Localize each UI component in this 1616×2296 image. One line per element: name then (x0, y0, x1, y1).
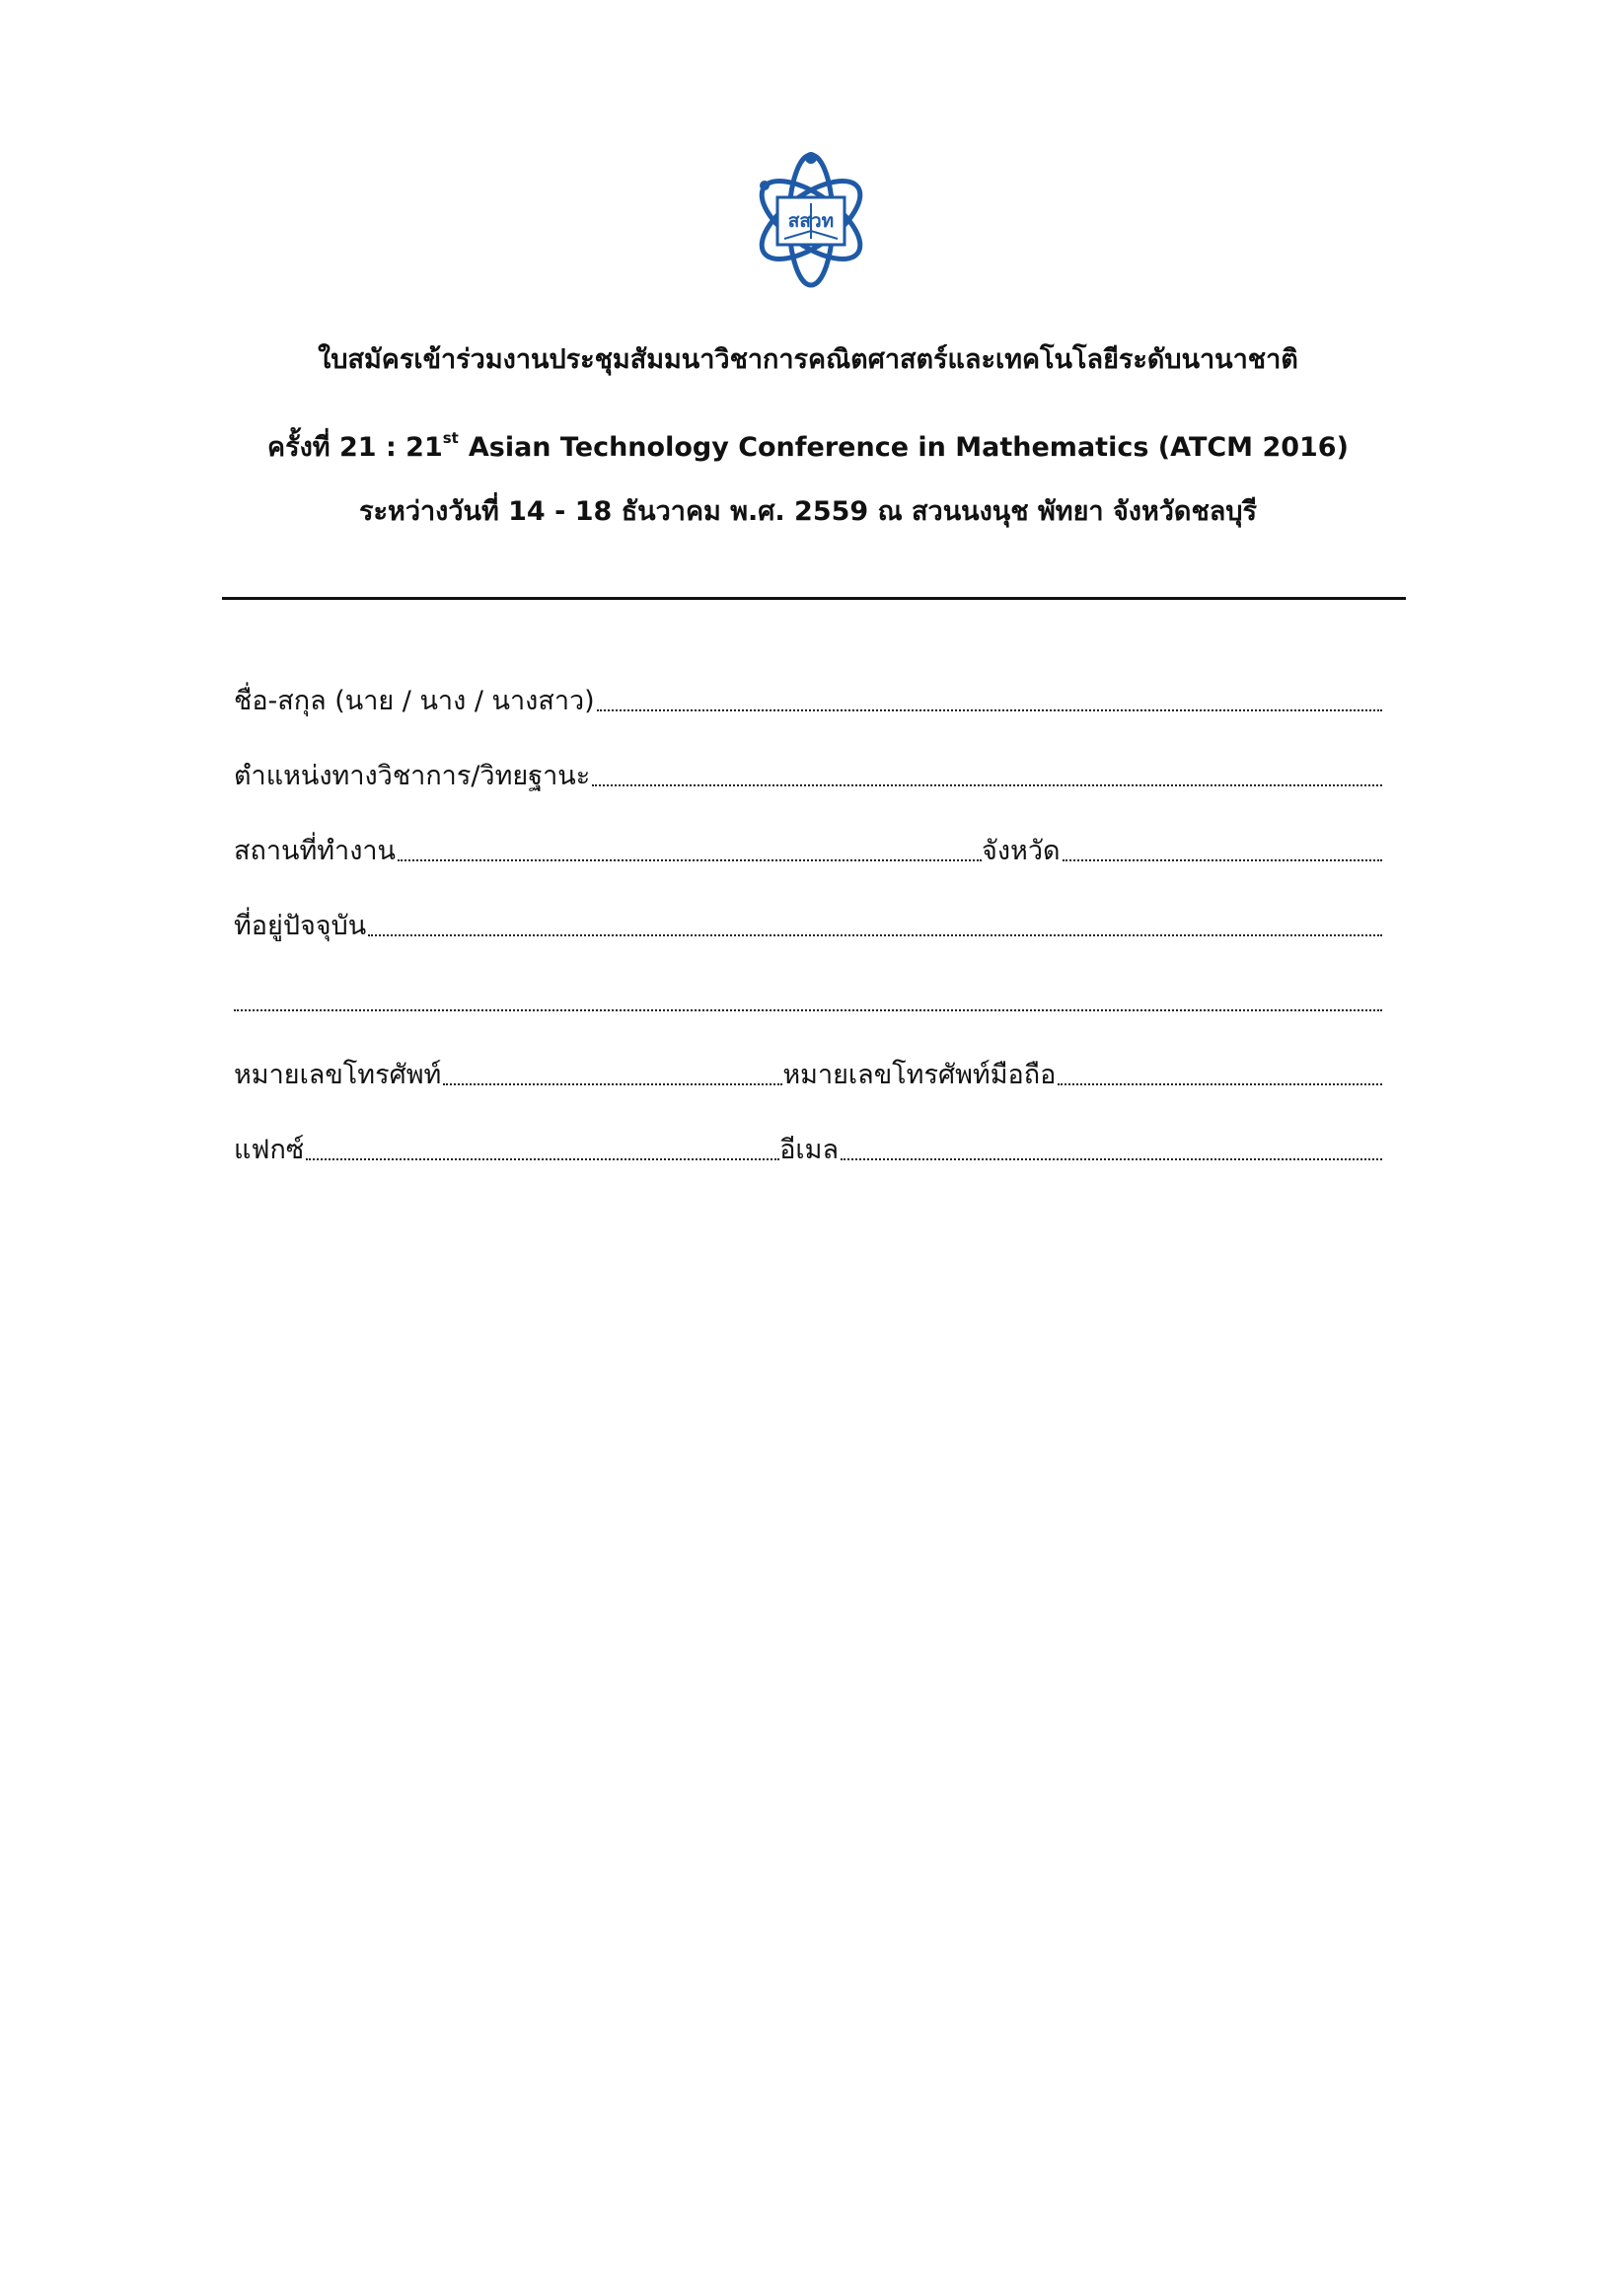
address-row (234, 902, 1382, 943)
mobile-field[interactable] (1058, 1083, 1382, 1085)
logo-text: สสวท (787, 210, 835, 232)
workplace-row (234, 827, 1382, 868)
email-field[interactable] (841, 1158, 1382, 1160)
name-field[interactable] (597, 709, 1382, 711)
workplace-field[interactable] (398, 859, 982, 861)
institution-logo (745, 148, 877, 292)
province-field[interactable] (1063, 859, 1382, 861)
header-divider (222, 597, 1406, 600)
workplace-label: สถานที่ทำงาน (234, 836, 397, 866)
title-line-2-suffix: Asian Technology Conference in Mathematics (ATCM 2016) (468, 432, 1349, 463)
mobile-label: หมายเลขโทรศัพท์มือถือ (782, 1060, 1057, 1090)
form-title-line-1: ใบสมัครเข้าร่วมงานประชุมสัมมนาวิชาการคณิตศาสตร์และเทคโนโลยีระดับนานาชาติ (318, 344, 1298, 375)
title-line-2-superscript: st (442, 429, 459, 447)
name-row (234, 677, 1382, 718)
position-row (234, 752, 1382, 793)
address-label: ที่อยู่ปัจจุบัน (234, 911, 367, 941)
phone-row (234, 1051, 1382, 1092)
address-field[interactable] (368, 934, 1382, 936)
phone-label: หมายเลขโทรศัพท์ (234, 1060, 442, 1090)
form-title-line-3: ระหว่างวันที่ 14 - 18 ธันวาคม พ.ศ. 2559 ณ สวนนงนุช พัทยา จังหวัดชลบุรี (359, 496, 1257, 527)
name-label: ชื่อ-สกุล (นาย / นาง / นางสาว) (234, 686, 595, 716)
title-line-2-prefix: ครั้งที่ 21 : 21 (267, 432, 443, 463)
form-title-line-2 (0, 419, 1616, 467)
province-label: จังหวัด (982, 836, 1061, 866)
position-field[interactable] (592, 784, 1382, 786)
address-continued-row (234, 977, 1382, 1018)
phone-field[interactable] (443, 1083, 782, 1085)
email-label: อีเมล (779, 1135, 839, 1165)
fax-email-row (234, 1126, 1382, 1167)
fax-label: แฟกซ์ (234, 1135, 305, 1165)
fax-field[interactable] (306, 1158, 779, 1160)
position-label: ตำแหน่งทางวิชาการ/วิทยฐานะ (234, 761, 591, 791)
address-field-line-2[interactable] (234, 1009, 1382, 1011)
